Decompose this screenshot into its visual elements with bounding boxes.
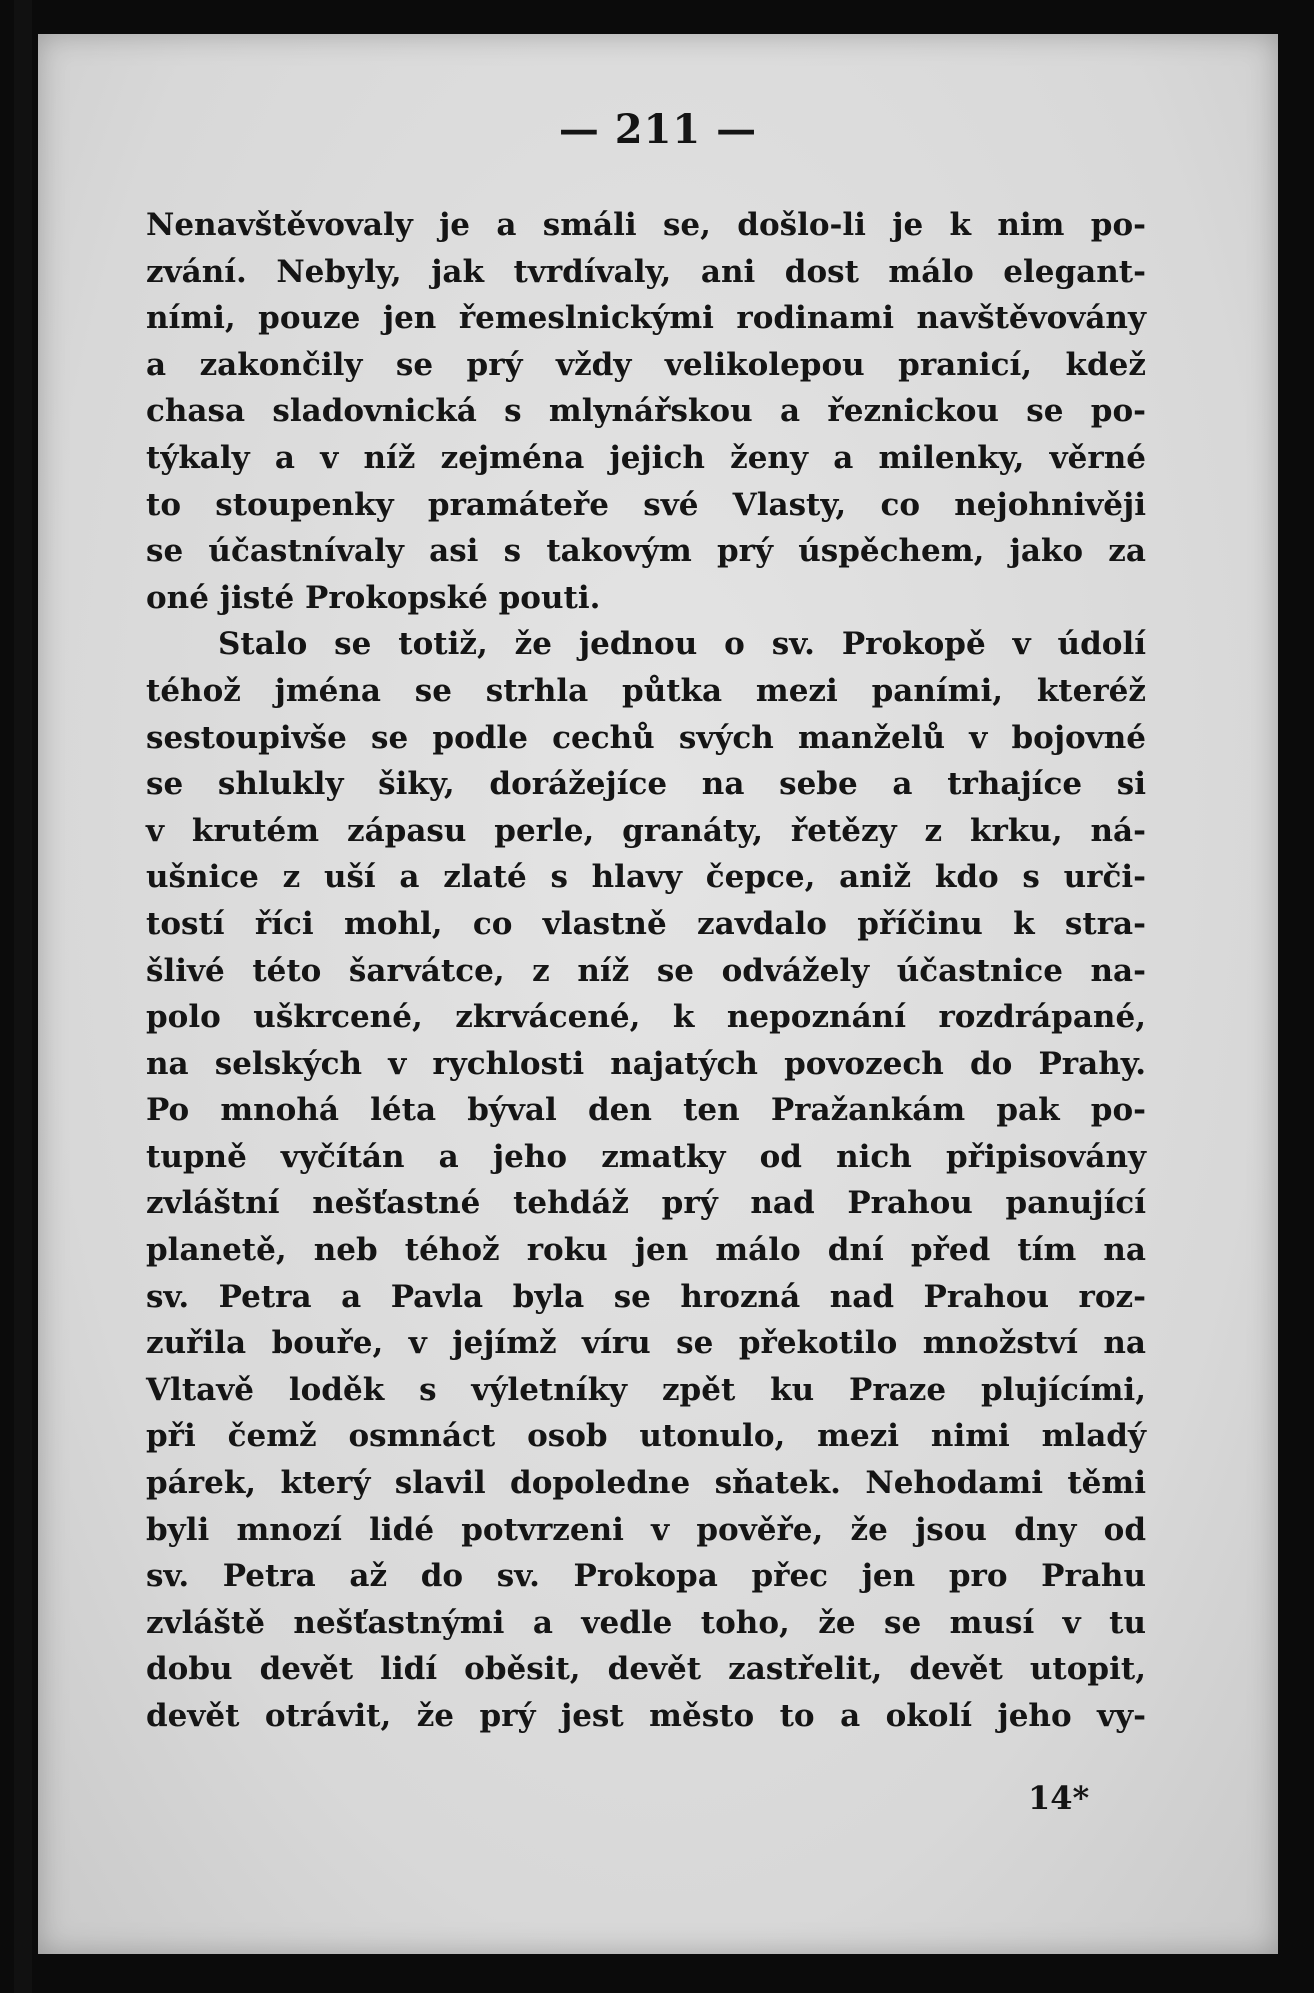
text-line: tostí říci mohl, co vlastně zavdalo příčinu k stra- — [146, 905, 1146, 942]
text-line: to stoupenky pramáteře své Vlasty, co nejohnivěji — [146, 486, 1146, 523]
text-line: párek, který slavil dopoledne sňatek. Nehodami těmi — [146, 1465, 1146, 1502]
text-line: téhož jména se strhla půtka mezi paními, kteréž — [146, 672, 1146, 709]
text-line: ními, pouze jen řemeslnickými rodinami navštěvovány — [146, 300, 1146, 337]
text-line: byli mnozí lidé potvrzeni v pověře, že jsou dny od — [146, 1511, 1146, 1548]
text-line: devět otrávit, že prý jest město to a okolí jeho vy- — [146, 1698, 1146, 1734]
text-line: sv. Petra až do sv. Prokopa přec jen pro Prahu — [146, 1558, 1146, 1595]
text-line: při čemž osmnáct osob utonulo, mezi nimi mladý — [146, 1418, 1146, 1455]
text-line: dobu devět lidí oběsit, devět zastřelit, devět utopit, — [146, 1651, 1146, 1688]
text-line: sv. Petra a Pavla byla se hrozná nad Prahou roz- — [146, 1278, 1146, 1315]
text-line: chasa sladovnická s mlynářskou a řeznickou se po- — [146, 393, 1146, 430]
text-line: sestoupivše se podle cechů svých manželů v bojovné — [146, 719, 1146, 756]
text-line: ušnice z uší a zlaté s hlavy čepce, aniž kdo s urči- — [146, 859, 1146, 896]
text-line: Stalo se totiž, že jednou o sv. Prokopě v údolí — [218, 626, 1146, 663]
text-line: v krutém zápasu perle, granáty, řetězy z krku, ná- — [146, 812, 1146, 849]
text-line: zvání. Nebyly, jak tvrdívaly, ani dost málo elegant- — [146, 253, 1146, 290]
text-line: planetě, neb téhož roku jen málo dní před tím na — [146, 1232, 1146, 1269]
text-line: se účastnívaly asi s takovým prý úspěchem, jako za — [146, 533, 1146, 570]
body-text — [146, 202, 1146, 1740]
text-line: týkaly a v níž zejména jejich ženy a milenky, věrné — [146, 439, 1146, 476]
text-line: oné jisté Prokopské pouti. — [146, 579, 601, 616]
text-line: na selských v rychlosti najatých povozech do Prahy. — [146, 1045, 1146, 1082]
page-number: — 211 — — [558, 106, 758, 153]
text-line: šlivé této šarvátce, z níž se odvážely účastnice na- — [146, 952, 1146, 989]
text-line: zuřila bouře, v jejímž víru se překotilo množství na — [146, 1325, 1146, 1362]
text-line: zvláště nešťastnými a vedle toho, že se musí v tu — [146, 1604, 1146, 1641]
page-paper — [38, 34, 1278, 1954]
book-binding-edge — [14, 0, 32, 1993]
text-line: Vltavě loděk s výletníky zpět ku Praze plujícími, — [146, 1371, 1146, 1408]
text-line: se shlukly šiky, dorážejíce na sebe a trhajíce si — [146, 766, 1146, 803]
signature-mark: 14* — [1028, 1779, 1090, 1817]
text-line: Nenavštěvovaly je a smáli se, došlo-li je k nim po- — [146, 207, 1146, 243]
text-line: Po mnohá léta býval den ten Pražankám pak po- — [146, 1092, 1146, 1129]
text-line: polo uškrcené, zkrvácené, k nepoznání rozdrápané, — [146, 999, 1146, 1036]
text-line: a zakončily se prý vždy velikolepou pranicí, kdež — [146, 346, 1146, 383]
text-line: zvláštní nešťastné tehdáž prý nad Prahou panující — [146, 1185, 1146, 1222]
text-line: tupně vyčítán a jeho zmatky od nich připisovány — [146, 1138, 1146, 1175]
